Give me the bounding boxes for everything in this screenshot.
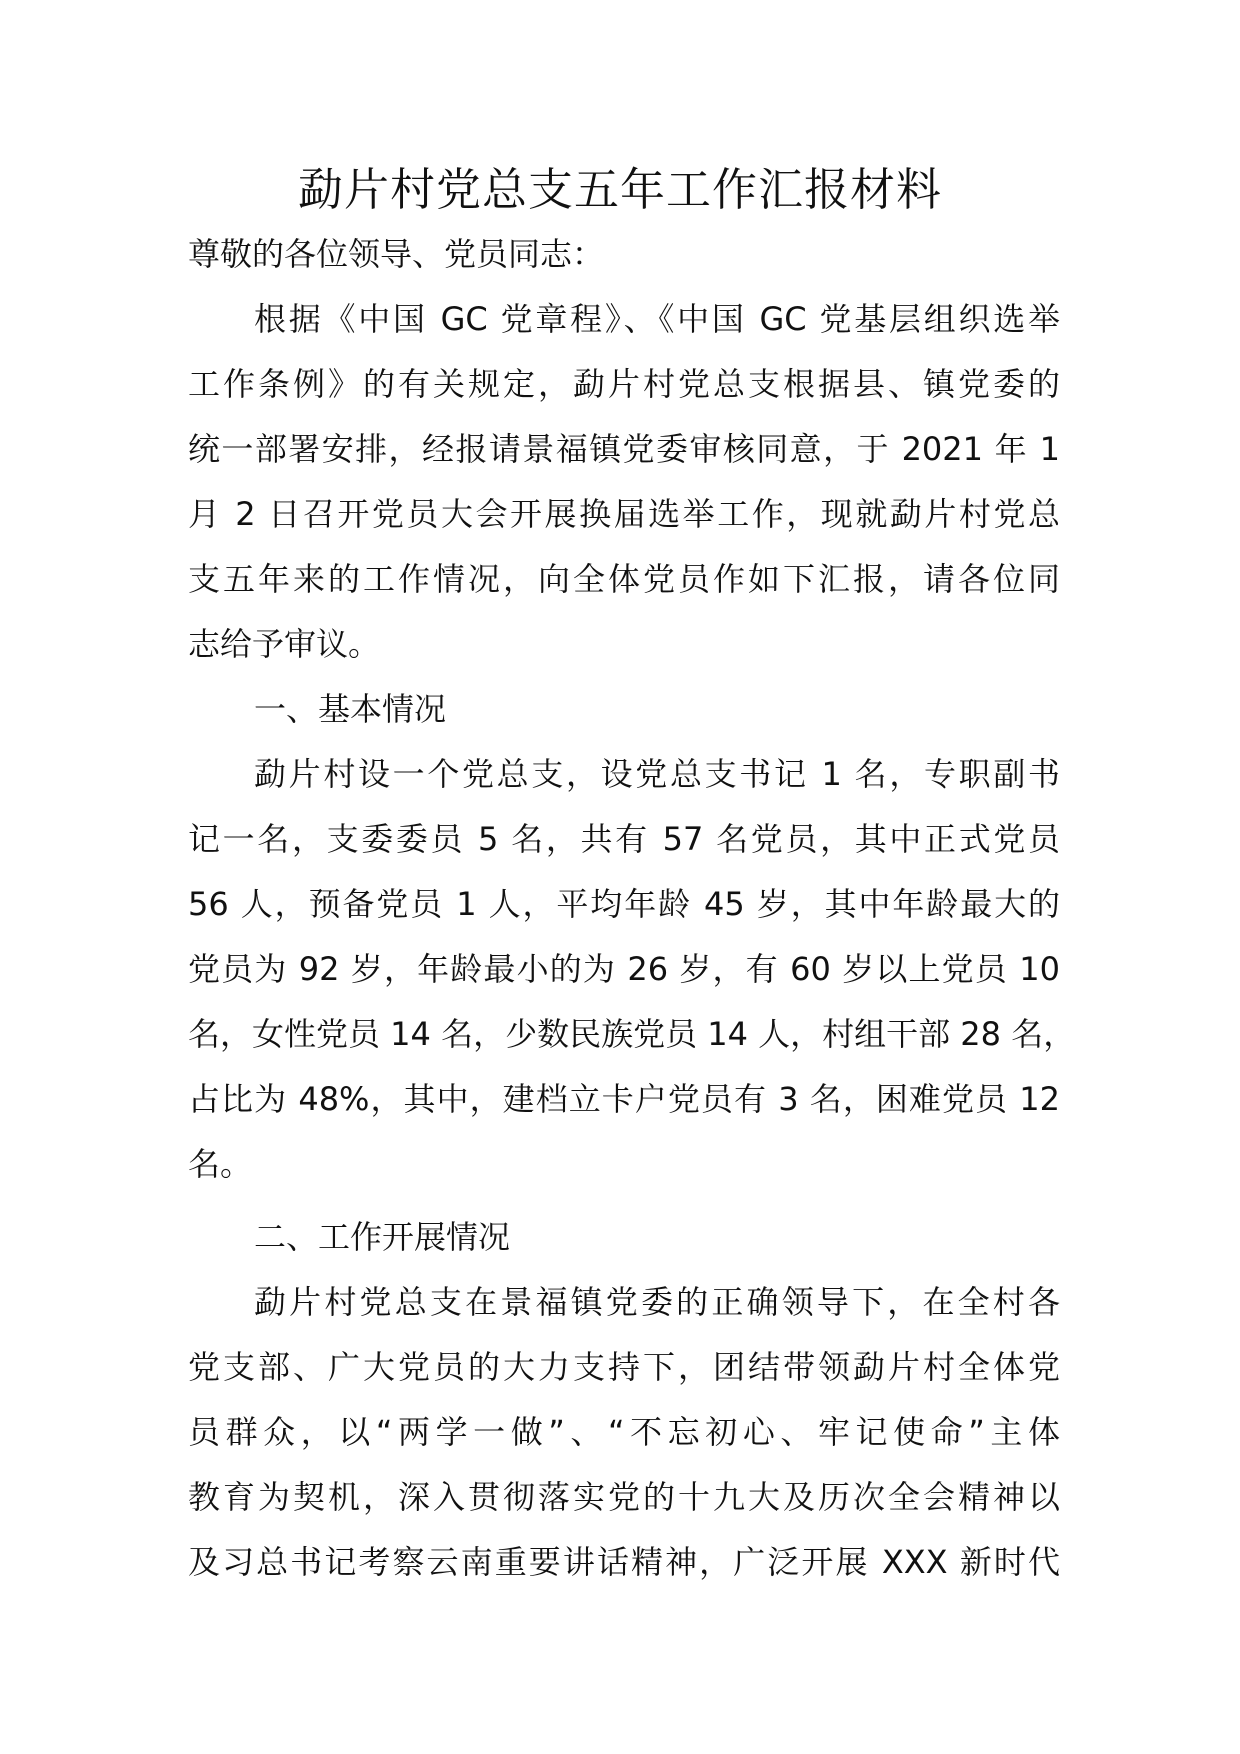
paragraph-1-line: 支五年来的工作情况，向全体党员作如下汇报，请各位同 xyxy=(188,560,1060,598)
paragraph-2-line: 56 人，预备党员 1 人，平均年龄 45 岁，其中年龄最大的 xyxy=(188,885,1060,923)
paragraph-1-line: 统一部署安排，经报请景福镇党委审核同意，于 2021 年 1 xyxy=(188,430,1060,468)
paragraph-2-line: 名，女性党员 14 名，少数民族党员 14 人，村组干部 28 名， xyxy=(188,1015,1076,1053)
paragraph-3-line: 员群众，以“两学一做”、“不忘初心、牢记使命”主体 xyxy=(188,1413,1060,1451)
greeting-line: 尊敬的各位领导、党员同志： xyxy=(188,235,605,273)
paragraph-1-line: 工作条例》的有关规定，勐片村党总支根据县、镇党委的 xyxy=(188,365,1060,403)
paragraph-1-line: 根据《中国 GC 党章程》、《中国 GC 党基层组织选举 xyxy=(254,300,1060,338)
paragraph-3-line: 及习总书记考察云南重要讲话精神，广泛开展 XXX 新时代 xyxy=(188,1543,1060,1581)
paragraph-3-line: 党支部、广大党员的大力支持下，团结带领勐片村全体党 xyxy=(188,1348,1060,1386)
paragraph-2-line: 记一名，支委委员 5 名，共有 57 名党员，其中正式党员 xyxy=(188,820,1060,858)
paragraph-2-line: 名。 xyxy=(188,1145,253,1183)
paragraph-2-line: 党员为 92 岁，年龄最小的为 26 岁，有 60 岁以上党员 10 xyxy=(188,950,1060,988)
paragraph-3-line: 勐片村党总支在景福镇党委的正确领导下，在全村各 xyxy=(254,1283,1060,1321)
document-body xyxy=(188,222,1076,1595)
section-heading-basic: 一、基本情况 xyxy=(254,690,447,728)
paragraph-gap xyxy=(188,1197,1060,1205)
paragraph-2-line: 占比为 48%，其中，建档立卡户党员有 3 名，困难党员 12 xyxy=(188,1080,1060,1118)
paragraph-2-line: 勐片村设一个党总支，设党总支书记 1 名，专职副书 xyxy=(254,755,1060,793)
paragraph-1-line: 志给予审议。 xyxy=(188,625,381,663)
paragraph-1-line: 月 2 日召开党员大会开展换届选举工作，现就勐片村党总 xyxy=(188,495,1060,533)
paragraph-3-line: 教育为契机，深入贯彻落实党的十九大及历次全会精神以 xyxy=(188,1478,1060,1516)
section-heading-work: 二、工作开展情况 xyxy=(254,1218,511,1256)
document-title: 勐片村党总支五年工作汇报材料 xyxy=(297,163,942,216)
